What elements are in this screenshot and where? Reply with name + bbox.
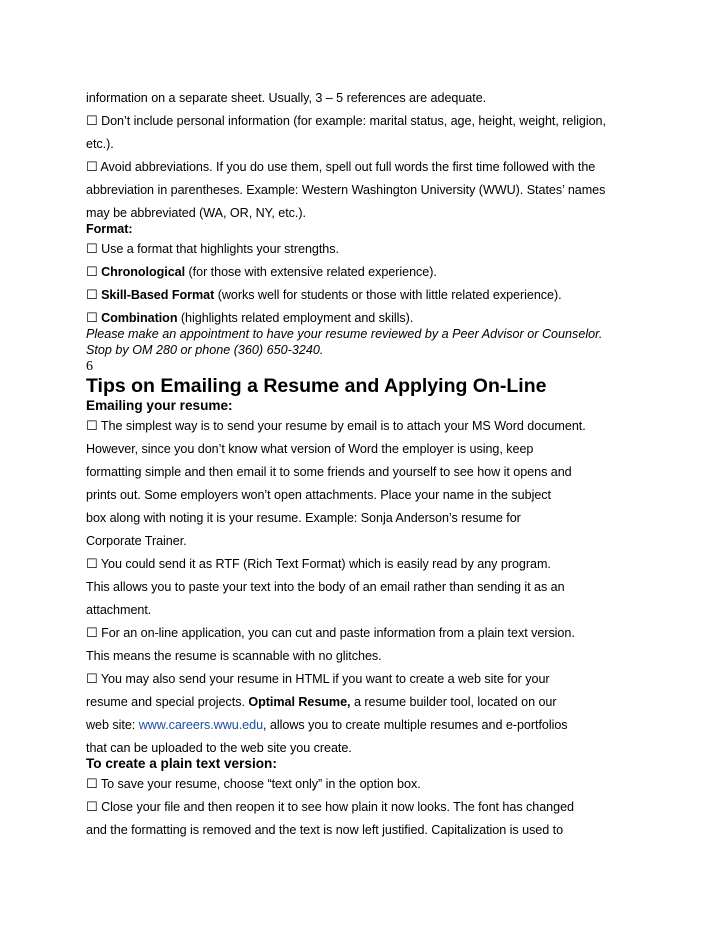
bullet-text: To save your resume, choose “text only” in the option box. (100, 777, 421, 791)
text-line: Corporate Trainer. (86, 534, 187, 548)
emailing-heading: Emailing your resume: (86, 398, 233, 413)
bullet-text: (highlights related employment and skills). (177, 311, 414, 325)
bullet-text: You could send it as RTF (Rich Text Format) which is easily read by any program. (100, 557, 551, 571)
bullet-line (86, 625, 575, 641)
checkbox-bullet-icon: ☐ (86, 625, 98, 640)
section-title: Tips on Emailing a Resume and Applying On-Line (86, 375, 547, 397)
text-line: This allows you to paste your text into the body of an email rather than sending it as an (86, 580, 565, 594)
text-run: , allows you to create multiple resumes and e-portfolios (263, 718, 568, 732)
bullet-bold-term: Chronological (101, 265, 186, 279)
format-heading: Format: (86, 222, 133, 236)
text-run: resume and special projects. (86, 695, 249, 709)
bullet-line (86, 799, 574, 815)
text-line: and the formatting is removed and the text is now left justified. Capitalization is used to (86, 823, 564, 837)
bullet-line (86, 556, 551, 572)
bullet-line (86, 264, 437, 280)
bullet-line (86, 671, 550, 687)
plain-text-heading: To create a plain text version: (86, 756, 277, 771)
bullet-line (86, 113, 606, 129)
text-run: web site: (86, 718, 139, 732)
checkbox-bullet-icon: ☐ (86, 113, 98, 128)
bullet-text: Close your file and then reopen it to see how plain it now looks. The font has changed (101, 800, 574, 814)
checkbox-bullet-icon: ☐ (86, 310, 98, 325)
text-line: may be abbreviated (WA, OR, NY, etc.). (86, 206, 306, 220)
bullet-line (86, 241, 339, 257)
text-line: box along with noting it is your resume. Example: Sonja Anderson’s resume for (86, 511, 521, 525)
text-line: formatting simple and then email it to some friends and yourself to see how it opens and (86, 465, 572, 479)
text-line: prints out. Some employers won’t open attachments. Place your name in the subject (86, 488, 551, 502)
page-number: 6 (86, 359, 93, 374)
checkbox-bullet-icon: ☐ (86, 671, 98, 686)
text-line: that can be uploaded to the web site you create. (86, 741, 352, 755)
appointment-note: Please make an appointment to have your resume reviewed by a Peer Advisor or Counselor. (86, 327, 603, 341)
text-line (86, 694, 557, 710)
bullet-bold-term: Combination (101, 311, 178, 325)
appointment-note: Stop by OM 280 or phone (360) 650-3240. (86, 343, 324, 357)
bullet-text: The simplest way is to send your resume by email is to attach your MS Word document. (100, 419, 586, 433)
bullet-bold-term: Skill-Based Format (101, 288, 215, 302)
optimal-resume-term: Optimal Resume, (248, 695, 351, 709)
text-line: information on a separate sheet. Usually, 3 – 5 references are adequate. (86, 91, 487, 105)
bullet-line (86, 287, 562, 303)
bullet-line (86, 310, 413, 326)
text-line: attachment. (86, 603, 152, 617)
bullet-text: For an on-line application, you can cut and paste information from a plain text version. (101, 626, 575, 640)
checkbox-bullet-icon: ☐ (86, 556, 98, 571)
bullet-line (86, 159, 595, 175)
text-line (86, 717, 568, 733)
bullet-text: Use a format that highlights your strengths. (101, 242, 339, 256)
text-run: a resume builder tool, located on our (350, 695, 557, 709)
careers-website-link[interactable]: www.careers.wwu.edu (138, 718, 264, 732)
text-line: This means the resume is scannable with no glitches. (86, 649, 382, 663)
bullet-text: Avoid abbreviations. If you do use them, spell out full words the first time followed with the (100, 160, 596, 174)
checkbox-bullet-icon: ☐ (86, 287, 98, 302)
checkbox-bullet-icon: ☐ (86, 159, 98, 174)
bullet-text: Don’t include personal information (for example: marital status, age, height, weight, religion, (101, 114, 606, 128)
text-line: abbreviation in parentheses. Example: Western Washington University (WWU). States’ names (86, 183, 606, 197)
checkbox-bullet-icon: ☐ (86, 418, 98, 433)
bullet-text: (works well for students or those with little related experience). (214, 288, 562, 302)
bullet-text: (for those with extensive related experience). (185, 265, 437, 279)
bullet-line (86, 776, 421, 792)
text-line: However, since you don’t know what version of Word the employer is using, keep (86, 442, 534, 456)
checkbox-bullet-icon: ☐ (86, 799, 98, 814)
bullet-text: You may also send your resume in HTML if you want to create a web site for your (100, 672, 550, 686)
checkbox-bullet-icon: ☐ (86, 264, 98, 279)
checkbox-bullet-icon: ☐ (86, 241, 98, 256)
checkbox-bullet-icon: ☐ (86, 776, 98, 791)
text-line: etc.). (86, 137, 114, 151)
bullet-line (86, 418, 586, 434)
